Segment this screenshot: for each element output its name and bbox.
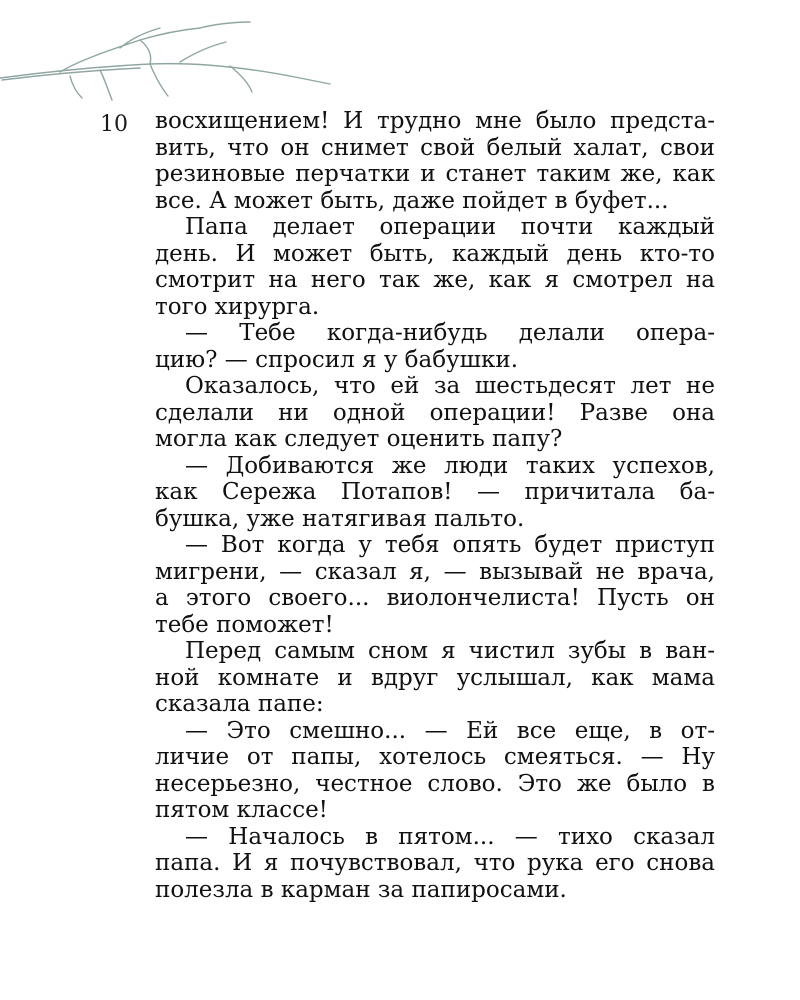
text-line: резиновые перчатки и станет таким же, как [155,161,715,187]
text-line: — Это смешно... — Ей все еще, в от- [185,717,715,744]
text-line: сделали ни одной операции! Разве она [155,399,715,426]
text-line: полезла в карман за папиросами. [155,876,567,903]
text-line: — Тебе когда-нибудь делали опера- [185,320,715,346]
text-line: а этого своего... виолончелиста! Пусть он [155,585,715,611]
text-line: сказала папе: [155,691,324,717]
text-line: того хирурга. [155,293,320,320]
text-line: — Вот когда у тебя опять будет приступ [185,532,715,558]
text-line: Оказалось, что ей за шестьдесят лет не [185,373,715,399]
text-line: пятом классе! [155,797,328,823]
text-line: могла как следует оценить папу? [155,426,563,452]
text-line: несерьезно, честное слово. Это же было в [155,770,715,797]
text-line: восхищением! И трудно мне было предста- [155,108,715,134]
text-line: вить, что он снимет свой белый халат, свои [155,134,715,161]
text-line: как Сережа Потапов! — причитала ба- [155,479,715,505]
text-line: — Добиваются же люди таких успехов, [185,452,715,479]
text-line: личие от папы, хотелось смеяться. — Ну [155,744,715,770]
text-line: смотрит на него так же, как я смотрел на [155,267,715,293]
text-line: Перед самым сном я чистил зубы в ван- [185,638,715,664]
text-line: бушка, уже натягивая пальто. [155,505,525,532]
text-line: — Началось в пятом... — тихо сказал [185,823,715,850]
text-line: Папа делает операции почти каждый [185,214,715,240]
text-line: день. И может быть, каждый день кто-то [155,240,715,267]
page-number: 10 [100,112,128,137]
body-text [155,108,715,903]
text-line: ной комнате и вдруг услышал, как мама [155,664,715,691]
text-line: папа. И я почувствовал, что рука его снова [155,850,715,876]
text-line: тебе поможет! [155,611,334,638]
text-line: мигрени, — сказал я, — вызывай не врача, [155,558,715,585]
decorative-branch-icon [0,0,340,110]
text-line: цию? — спросил я у бабушки. [155,346,519,373]
text-line: все. А может быть, даже пойдет в буфет... [155,187,669,214]
